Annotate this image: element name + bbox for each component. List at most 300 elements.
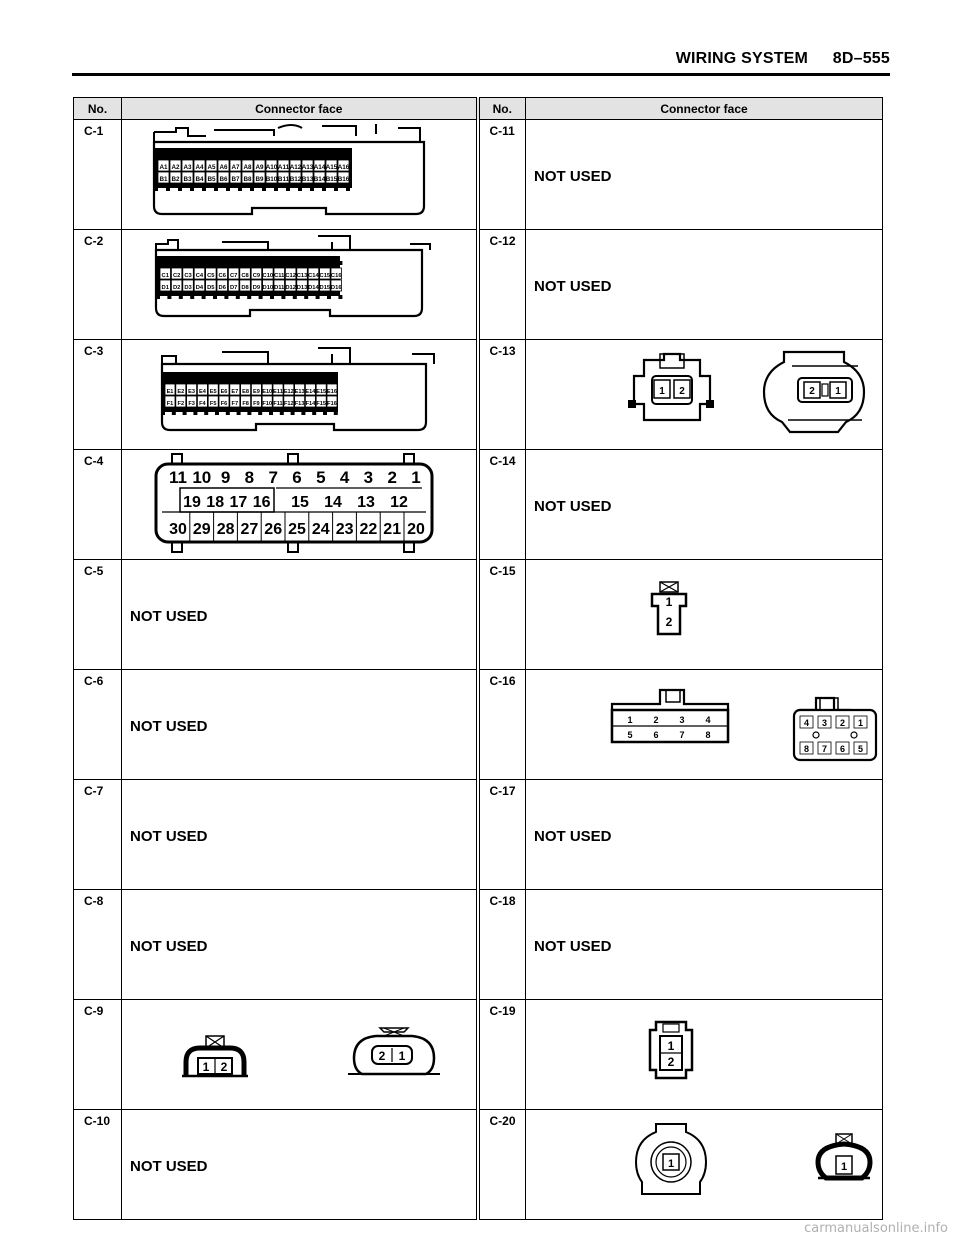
pin-label: 18 (206, 494, 225, 511)
connector-face-c10 (122, 1110, 478, 1220)
not-used-label: NOT USED (534, 278, 612, 295)
connector-id: C-4 (74, 450, 122, 560)
pin-label: 1 (411, 468, 421, 487)
not-used-label: NOT USED (130, 718, 208, 735)
pin-label: A7 (231, 164, 240, 171)
pin-label: F14 (305, 401, 316, 407)
terminal-mark (236, 295, 240, 299)
pin-label: C9 (252, 273, 261, 279)
pin-label: D14 (308, 285, 319, 291)
pin-label: A5 (207, 164, 216, 171)
c19-pin: 1 (667, 1039, 675, 1053)
table-header-row (74, 98, 883, 120)
pin-label: E12 (283, 389, 294, 395)
terminal-mark (338, 261, 342, 265)
pin-label: 10 (192, 468, 212, 487)
terminal-mark (258, 411, 262, 415)
terminal-mark (323, 377, 327, 381)
pin-label: 7 (679, 730, 685, 740)
pin-label: A4 (195, 164, 204, 171)
terminal-mark (238, 187, 242, 191)
not-used-label: NOT USED (534, 498, 612, 515)
pin-label: C13 (296, 273, 308, 279)
pin-label: 23 (335, 521, 354, 538)
connector-drawing-c1 (122, 120, 478, 225)
pin-label: F10 (262, 401, 273, 407)
connector-face-c2 (122, 230, 478, 340)
c20-male-pin: 1 (840, 1161, 848, 1173)
pin-label: C3 (184, 273, 192, 279)
c13-female-pin: 2 (809, 386, 815, 397)
pin-label: F3 (188, 401, 195, 407)
pin-label: F5 (209, 401, 217, 407)
table-row (74, 780, 883, 890)
connector-id: C-5 (74, 560, 122, 670)
terminal-mark (247, 295, 251, 299)
connector-drawing-c15 (526, 560, 883, 665)
terminal-mark (312, 411, 316, 415)
connector-table (73, 97, 883, 1220)
pin-label: B7 (231, 176, 240, 183)
c15-pin: 1 (665, 595, 673, 609)
terminal-mark (270, 261, 274, 265)
terminal-mark (166, 187, 170, 191)
terminal-mark (214, 187, 218, 191)
pin-label: 4 (803, 718, 810, 728)
connector-face-c18 (526, 890, 883, 1000)
terminal-mark (280, 411, 284, 415)
pin-label: C15 (319, 273, 331, 279)
c16-female-connector (794, 698, 876, 760)
terminal-mark (270, 295, 274, 299)
connector-drawing-c19 (526, 1000, 883, 1105)
terminal-mark (286, 153, 290, 157)
terminal-mark (190, 153, 194, 157)
connector-face-c5 (122, 560, 478, 670)
pin-label: A3 (183, 164, 192, 171)
pin-label: E6 (220, 389, 228, 395)
pin-label: 4 (705, 715, 711, 725)
pin-label: D6 (218, 285, 226, 291)
pin-label: A13 (301, 164, 314, 171)
terminal-mark (298, 153, 302, 157)
connector-id: C-8 (74, 890, 122, 1000)
pin-label: 2 (387, 468, 397, 487)
c9-female-pin: 2 (378, 1049, 386, 1063)
terminal-mark (202, 295, 206, 299)
connector-id: C-3 (74, 340, 122, 450)
terminal-mark (183, 377, 187, 381)
pin-label: D9 (252, 285, 261, 291)
pin-label: E2 (177, 389, 185, 395)
pin-label: B8 (243, 176, 252, 183)
terminal-mark (213, 261, 217, 265)
pin-label: 22 (359, 521, 378, 538)
pin-label: B2 (171, 176, 180, 183)
pin-label: D5 (207, 285, 215, 291)
pin-label: C16 (330, 273, 342, 279)
terminal-mark (274, 153, 278, 157)
page-number: 8D–555 (832, 50, 890, 67)
terminal-mark (154, 153, 158, 157)
pin-label: F7 (231, 401, 239, 407)
terminal-mark (190, 261, 194, 265)
terminal-mark (346, 187, 350, 191)
pin-label: D13 (296, 285, 308, 291)
not-used-label: NOT USED (130, 608, 208, 625)
terminal-mark (154, 187, 158, 191)
pin-label: 5 (857, 744, 864, 754)
terminal-mark (238, 153, 242, 157)
terminal-mark (262, 187, 266, 191)
terminal-mark (202, 261, 206, 265)
not-used-label: NOT USED (534, 168, 612, 185)
connector-drawing-c3 (122, 340, 478, 445)
pin-label: B6 (219, 176, 228, 183)
pin-label: F2 (177, 401, 185, 407)
terminal-mark (247, 261, 251, 265)
connector-drawing-c9 (122, 1000, 478, 1105)
terminal-mark (334, 187, 338, 191)
connector-id: C-7 (74, 780, 122, 890)
pin-label: E16 (327, 389, 337, 395)
connector-face-c1 (122, 120, 478, 230)
table-row (74, 1110, 883, 1220)
pin-label: 8 (244, 468, 255, 487)
terminal-mark (293, 261, 297, 265)
connector-face-c8 (122, 890, 478, 1000)
c13-female-pin: 1 (835, 386, 841, 397)
terminal-mark (269, 411, 273, 415)
terminal-mark (237, 377, 241, 381)
connector-drawing-c2 (122, 230, 478, 335)
pin-label: 29 (192, 521, 211, 538)
pin-label: C2 (172, 273, 181, 279)
terminal-mark (167, 261, 171, 265)
pin-label: F15 (316, 401, 327, 407)
pin-label: F12 (283, 401, 294, 407)
connector-id: C-10 (74, 1110, 122, 1220)
c20-female-pin: 1 (667, 1158, 675, 1170)
connector-id: C-12 (478, 230, 526, 340)
pin-label: 8 (803, 744, 810, 754)
pin-label: E4 (198, 389, 206, 395)
pin-label: B4 (195, 176, 204, 183)
pin-label: 3 (821, 718, 828, 728)
c15-pin: 2 (665, 615, 673, 629)
table-row (74, 890, 883, 1000)
terminal-mark (334, 377, 338, 381)
connector-drawing-c20 (526, 1110, 883, 1215)
pin-label: D4 (195, 285, 204, 291)
header-no-right: No. (478, 98, 526, 120)
not-used-label: NOT USED (534, 828, 612, 845)
terminal-mark (226, 153, 230, 157)
pin-label: 7 (268, 468, 278, 487)
header-rule (72, 73, 890, 76)
pin-label: 26 (264, 521, 283, 538)
watermark: carmanualsonline.info (804, 1221, 948, 1236)
table-row (74, 450, 883, 560)
pin-label: D7 (229, 285, 238, 291)
terminal-mark (323, 411, 327, 415)
terminal-mark (183, 411, 187, 415)
terminal-mark (190, 187, 194, 191)
pin-label: 16 (252, 494, 271, 511)
terminal-mark (213, 295, 217, 299)
pin-label: D16 (330, 285, 342, 291)
terminal-mark (280, 377, 284, 381)
connector-id: C-11 (478, 120, 526, 230)
terminal-mark (312, 377, 316, 381)
pin-label: 15 (291, 494, 309, 511)
pin-label: A8 (243, 164, 252, 171)
header-face-right: Connector face (526, 98, 883, 120)
not-used-label: NOT USED (534, 938, 612, 955)
connector-id: C-13 (478, 340, 526, 450)
pin-label: 1 (627, 715, 633, 725)
pin-label: 3 (679, 715, 685, 725)
c9-female-pin: 1 (398, 1049, 406, 1063)
c20-male-connector (818, 1134, 870, 1178)
connector-drawing-c16 (526, 670, 883, 775)
terminal-mark (202, 187, 206, 191)
terminal-mark (346, 153, 350, 157)
pin-label: A2 (171, 164, 180, 171)
pin-label: 6 (653, 730, 659, 740)
c20-female-connector (636, 1124, 706, 1194)
connector-id: C-1 (74, 120, 122, 230)
table-row (74, 340, 883, 450)
c9-male-pin: 2 (220, 1060, 228, 1074)
connector-id: C-20 (478, 1110, 526, 1220)
terminal-mark (204, 377, 208, 381)
terminal-mark (204, 411, 208, 415)
pin-label: 17 (229, 494, 248, 511)
pin-label: B12 (289, 176, 302, 183)
pin-label: D3 (184, 285, 192, 291)
pin-label: B16 (337, 176, 350, 183)
pin-label: D8 (241, 285, 249, 291)
pin-label: A15 (325, 164, 338, 171)
table-row (74, 120, 883, 230)
pin-label: B3 (183, 176, 192, 183)
terminal-mark (304, 295, 308, 299)
not-used-label: NOT USED (130, 828, 208, 845)
pin-label: 14 (324, 494, 342, 511)
connector-drawing-c4 (122, 450, 478, 555)
pin-label: C5 (207, 273, 215, 279)
connector-id: C-6 (74, 670, 122, 780)
pin-label: F9 (253, 401, 260, 407)
pin-label: E1 (166, 389, 174, 395)
terminal-mark (214, 153, 218, 157)
connector-face-c15 (526, 560, 883, 670)
table-row (74, 230, 883, 340)
pin-label: B10 (265, 176, 278, 183)
c9-male-pin: 1 (202, 1060, 210, 1074)
pin-label: 27 (240, 521, 259, 538)
pin-label: 4 (339, 468, 350, 487)
terminal-mark (193, 411, 197, 415)
terminal-mark (258, 377, 262, 381)
pin-label: E9 (252, 389, 260, 395)
pin-label: C11 (274, 273, 285, 279)
terminal-mark (172, 377, 176, 381)
pin-label: B11 (277, 176, 290, 183)
connector-id: C-19 (478, 1000, 526, 1110)
pin-label: E15 (316, 389, 327, 395)
c19-pin: 2 (667, 1055, 675, 1069)
section-title: WIRING SYSTEM (675, 50, 809, 67)
pin-label: B5 (207, 176, 216, 183)
pin-label: C8 (241, 273, 249, 279)
pin-label: F4 (199, 401, 206, 407)
table-row (74, 560, 883, 670)
connector-face-c11 (526, 120, 883, 230)
terminal-mark (179, 261, 183, 265)
connector-face-c17 (526, 780, 883, 890)
pin-label: E10 (262, 389, 273, 395)
terminal-mark (259, 295, 263, 299)
terminal-mark (179, 295, 183, 299)
pin-label: C12 (285, 273, 296, 279)
pin-label: 13 (357, 494, 375, 511)
connector-face-c6 (122, 670, 478, 780)
connector-id: C-18 (478, 890, 526, 1000)
c13-male-pin: 2 (679, 386, 685, 397)
c16-male-connector (612, 690, 728, 742)
terminal-mark (193, 377, 197, 381)
pin-label: F1 (166, 401, 174, 407)
terminal-mark (178, 187, 182, 191)
c13-male-connector (628, 354, 714, 420)
connector-face-c3 (122, 340, 478, 450)
pin-label: 30 (169, 521, 187, 538)
pin-label: 21 (383, 521, 402, 538)
terminal-mark (172, 411, 176, 415)
terminal-mark (322, 187, 326, 191)
connector-face-c9 (122, 1000, 478, 1110)
pin-label: B9 (255, 176, 264, 183)
pin-label: A14 (313, 164, 326, 171)
pin-label: B15 (325, 176, 338, 183)
pin-label: 6 (292, 468, 302, 487)
pin-label: F13 (294, 401, 305, 407)
terminal-mark (291, 411, 295, 415)
pin-label: 5 (316, 468, 326, 487)
pin-label: F16 (327, 401, 337, 407)
terminal-mark (327, 295, 331, 299)
terminal-mark (247, 377, 251, 381)
pin-label: E11 (273, 389, 283, 395)
terminal-mark (316, 295, 320, 299)
pin-label: F11 (273, 401, 283, 407)
terminal-mark (237, 411, 241, 415)
terminal-mark (293, 295, 297, 299)
terminal-mark (301, 411, 305, 415)
connector-face-c7 (122, 780, 478, 890)
pin-label: D10 (262, 285, 274, 291)
connector-face-c4 (122, 450, 478, 560)
terminal-mark (156, 261, 160, 265)
terminal-mark (250, 187, 254, 191)
connector-face-c16 (526, 670, 883, 780)
connector-face-c19 (526, 1000, 883, 1110)
pin-label: E8 (242, 389, 250, 395)
terminal-mark (236, 261, 240, 265)
terminal-mark (250, 153, 254, 157)
terminal-mark (226, 187, 230, 191)
terminal-mark (190, 295, 194, 299)
connector-id: C-15 (478, 560, 526, 670)
pin-label: A11 (277, 164, 290, 171)
terminal-mark (316, 261, 320, 265)
pin-label: E3 (188, 389, 196, 395)
terminal-mark (156, 295, 160, 299)
c13-female-connector (764, 352, 864, 432)
pin-label: 12 (390, 494, 408, 511)
header-face-left: Connector face (122, 98, 478, 120)
c9-female-connector (348, 1028, 440, 1074)
terminal-mark (226, 411, 230, 415)
table-row (74, 1000, 883, 1110)
pin-label: D12 (285, 285, 296, 291)
connector-id: C-14 (478, 450, 526, 560)
pin-label: C4 (195, 273, 204, 279)
pin-label: A1 (159, 164, 168, 171)
terminal-mark (310, 187, 314, 191)
not-used-label: NOT USED (130, 1158, 208, 1175)
connector-face-c20 (526, 1110, 883, 1220)
pin-label: C10 (262, 273, 274, 279)
pin-label: A9 (255, 164, 264, 171)
c9-male-connector (182, 1036, 248, 1076)
terminal-mark (281, 295, 285, 299)
terminal-mark (259, 261, 263, 265)
pin-label: A16 (337, 164, 350, 171)
pin-label: 28 (216, 521, 235, 538)
pin-label: C7 (229, 273, 238, 279)
terminal-mark (338, 295, 342, 299)
pin-label: D1 (161, 285, 169, 291)
terminal-mark (322, 153, 326, 157)
page-header (676, 50, 890, 68)
pin-label: E13 (294, 389, 305, 395)
terminal-mark (327, 261, 331, 265)
pin-label: A12 (289, 164, 302, 171)
pin-label: 1 (857, 718, 864, 728)
connector-id: C-16 (478, 670, 526, 780)
pin-label: 19 (183, 494, 201, 511)
connector-drawing-c13 (526, 340, 883, 445)
pin-label: C6 (218, 273, 226, 279)
pin-label: 2 (653, 715, 659, 725)
terminal-mark (301, 377, 305, 381)
pin-label: D11 (274, 285, 285, 291)
table-row (74, 670, 883, 780)
pin-label: D2 (172, 285, 181, 291)
not-used-label: NOT USED (130, 938, 208, 955)
pin-label: C1 (161, 273, 169, 279)
terminal-mark (298, 187, 302, 191)
terminal-mark (166, 153, 170, 157)
pin-label: F8 (242, 401, 249, 407)
terminal-mark (310, 153, 314, 157)
terminal-mark (215, 411, 219, 415)
pin-label: 5 (627, 730, 633, 740)
header-no-left: No. (74, 98, 122, 120)
